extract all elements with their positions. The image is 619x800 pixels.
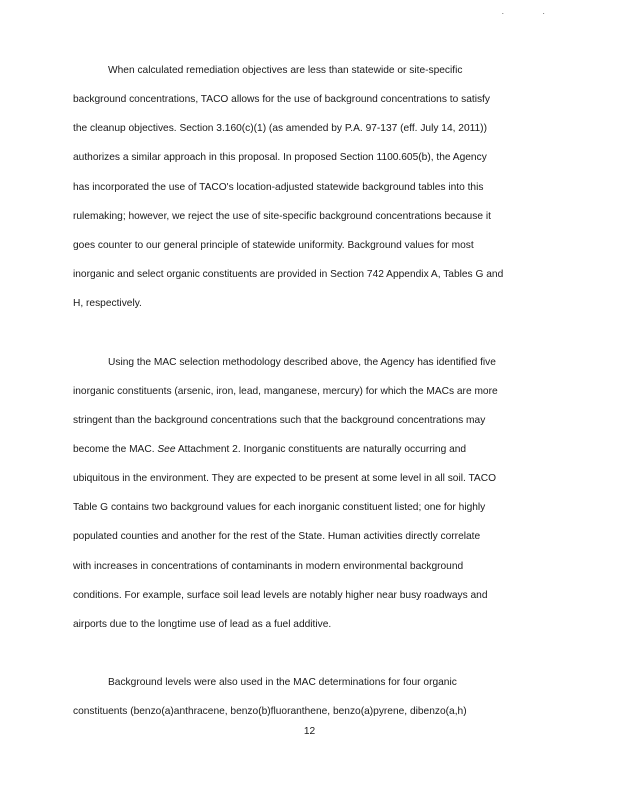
paragraph-mac-selection	[73, 348, 549, 640]
text-line: constituents (benzo(a)anthracene, benzo(b)fluoranthene, benzo(a)pyrene, dibenzo(a,h)	[73, 706, 467, 718]
text-line: airports due to the longtime use of lead as a fuel additive.	[73, 618, 332, 630]
text-line: the cleanup objectives. Section 3.160(c)(1) (as amended by P.A. 97-137 (eff. July 14, 2011))	[73, 123, 487, 135]
text-line-with-reference	[73, 435, 549, 464]
text-line: inorganic and select organic constituents are provided in Section 742 Appendix A, Tables G and	[73, 269, 504, 281]
text-fragment: Inorganic constituents are naturally occurring and	[243, 444, 467, 456]
text-line: ubiquitous in the environment. They are expected to be present at some level in all soil. TACO	[73, 473, 497, 485]
paragraph-organic-constituents	[73, 668, 549, 726]
text-fragment: become the MAC.	[73, 444, 155, 456]
text-line: has incorporated the use of TACO's location-adjusted statewide background tables into this	[73, 181, 484, 193]
paragraph-gap	[73, 318, 549, 347]
text-line: Background levels were also used in the MAC determinations for four organic	[108, 677, 457, 689]
text-line: stringent than the background concentrations such that the background concentrations may	[73, 414, 486, 426]
text-line: Table G contains two background values for each inorganic constituent listed; one for highly	[73, 502, 486, 514]
text-line: goes counter to our general principle of statewide uniformity. Background values for most	[73, 239, 474, 251]
text-line: with increases in concentrations of contaminants in modern environmental background	[73, 560, 464, 572]
text-line: inorganic constituents (arsenic, iron, lead, manganese, mercury) for which the MACs are more	[73, 385, 498, 397]
text-line: populated counties and another for the rest of the State. Human activities directly correlate	[73, 531, 481, 543]
paragraph-background-concentrations	[73, 56, 549, 318]
attachment-reference: Attachment 2.	[177, 444, 241, 456]
text-line: When calculated remediation objectives are less than statewide or site-specific	[108, 65, 463, 76]
text-line: background concentrations, TACO allows for the use of background concentrations to satisfy	[73, 94, 490, 106]
text-line: H, respectively.	[73, 298, 142, 310]
text-line: Using the MAC selection methodology described above, the Agency has identified five	[108, 356, 496, 368]
paragraph-gap	[73, 639, 549, 668]
text-line: conditions. For example, surface soil lead levels are notably higher near busy roadways and	[73, 589, 488, 601]
body-text	[73, 56, 549, 727]
corner-marks: · ·	[501, 9, 563, 18]
text-line: authorizes a similar approach in this proposal. In proposed Section 1100.605(b), the Agency	[73, 152, 487, 164]
text-line: rulemaking; however, we reject the use of site-specific background concentrations because it	[73, 210, 491, 222]
see-label: See	[157, 444, 176, 456]
page-number: 12	[303, 726, 316, 737]
